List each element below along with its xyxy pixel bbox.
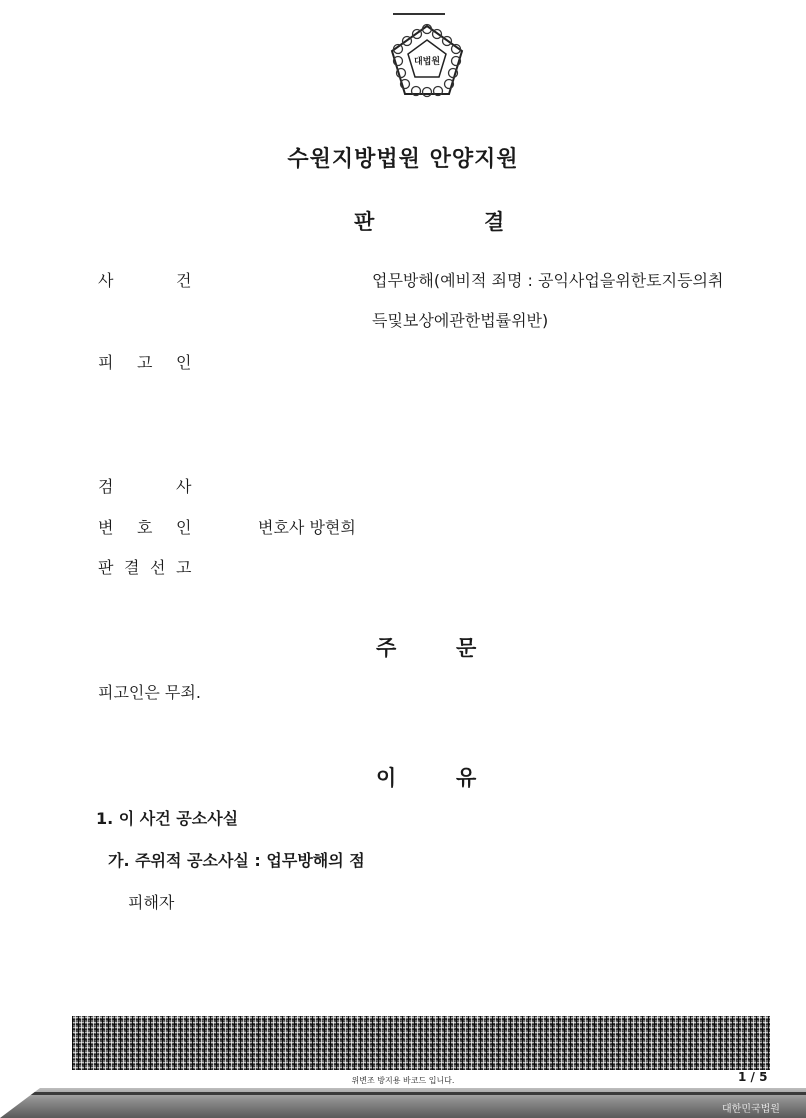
footer-corner	[0, 1088, 40, 1118]
case-label-char: 사	[98, 271, 114, 290]
section-heading: 1. 이 사건 공소사실	[96, 809, 239, 828]
defendant-label-char: 인	[176, 353, 192, 372]
document-title-second: 결	[484, 210, 505, 234]
seal-top-line	[393, 13, 445, 15]
verdict-date-label-char: 선	[150, 558, 166, 577]
prosecutor-label-char: 검	[98, 477, 114, 496]
defendant-label-char: 피	[98, 353, 114, 372]
subsection-heading: 가. 주위적 공소사실 : 업무방해의 점	[108, 851, 365, 870]
defendant-label-char: 고	[137, 353, 153, 372]
court-name: 수원지방법원 안양지원	[287, 147, 519, 172]
counsel-label-char: 인	[176, 518, 192, 537]
court-seal-icon	[386, 20, 468, 102]
counsel-name: 변호사 방현희	[258, 518, 356, 537]
verdict-date-label-char: 결	[124, 558, 140, 577]
order-heading-char: 문	[456, 636, 477, 660]
anti-forgery-barcode	[72, 1016, 770, 1070]
order-text: 피고인은 무죄.	[98, 683, 201, 702]
case-label-char: 건	[176, 271, 192, 290]
document-title-first: 판	[354, 210, 375, 234]
case-description-line2: 득및보상에관한법률위반)	[372, 311, 549, 330]
footer-court-stamp: 대한민국법원	[722, 1104, 780, 1115]
order-heading-char: 주	[376, 636, 397, 660]
seal-text: 대법원	[413, 57, 441, 67]
counsel-label-char: 변	[98, 518, 114, 537]
footer-stripe	[0, 1092, 806, 1095]
case-description-line1: 업무방해(예비적 죄명 : 공익사업을위한토지등의취	[372, 271, 724, 290]
prosecutor-label-char: 사	[176, 477, 192, 496]
reasons-heading-char: 이	[376, 766, 397, 790]
reasons-heading-char: 유	[456, 766, 477, 790]
verdict-date-label-char: 판	[98, 558, 114, 577]
counsel-label-char: 호	[137, 518, 153, 537]
verdict-date-label-char: 고	[176, 558, 192, 577]
barcode-note: 위변조 방지용 바코드 입니다.	[351, 1076, 455, 1085]
page-number: 1 / 5	[738, 1070, 768, 1084]
victim-label: 피해자	[128, 893, 175, 912]
